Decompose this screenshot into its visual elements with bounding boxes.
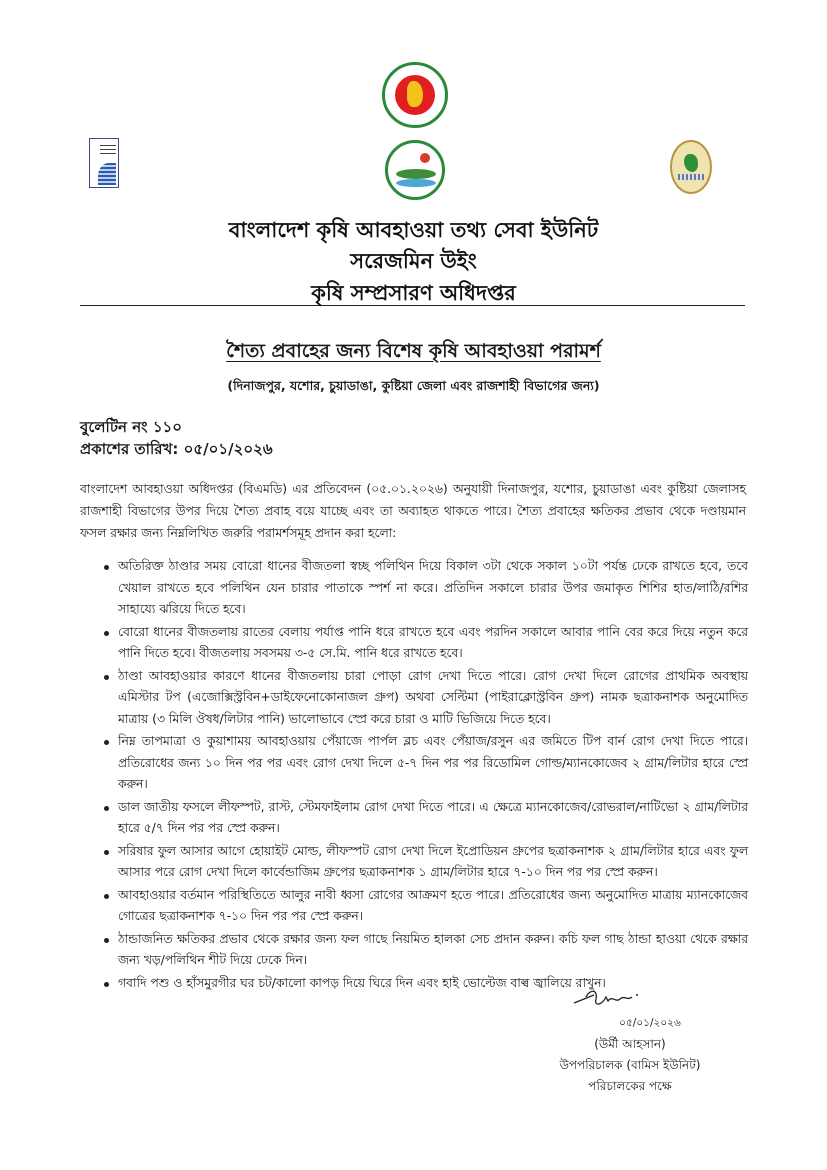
list-item: [98, 797, 748, 840]
bullet-icon: [104, 740, 109, 745]
bullet-icon: [104, 806, 109, 811]
bullet-icon: [104, 850, 109, 855]
advisory-text: ডাল জাতীয় ফসলে লীফস্পট, রাস্ট, স্টেমফাইলাম রোগ দেখা দিতে পারে। এ ক্ষেত্রে ম্যানকোজেব/রোভরাল/নাটিভো ২ গ্রাম/লিটার হারে ৫/৭ দিন পর পর স্প্রে করুন।: [118, 799, 748, 835]
advisory-text: গবাদি পশু ও হাঁসমুরগীর ঘর চট/কালো কাপড় দিয়ে ঘিরে দিন এবং হাই ভোল্টেজ বাল্ব জ্বালিয়ে রাখুন।: [118, 975, 606, 990]
meteorology-department-logo-icon: [89, 138, 119, 188]
advisory-text: ঠাণ্ডা আবহাওয়ার কারণে ধানের বীজতলায় চারা পোড়া রোগ দেখা দিতে পারে। রোগ দেখা দিলে রোগের প্রাথমিক অবস্থায় এমিস্টার টপ (এজোক্সিস্ট্রবিন+ডাইফেনোকোনাজল গ্রুপ) অথবা সেল্টিমা (পাইরাক্লোস্ট্রবিন গ্রুপ) নামক ছত্রাকনাশক অনুমোদিত মাত্রায় (৩ মিলি ঔষধ/লিটার পানি) ভালোভাবে স্প্রে করে চারা ও মাটি ভিজিয়ে দিতে হবে।: [118, 668, 748, 726]
list-item: [98, 666, 748, 731]
wing-name: সরেজমিন উইং: [350, 249, 477, 273]
bulletin-info: [80, 416, 273, 460]
list-item: [98, 841, 748, 884]
document-title-text: শৈত্য প্রবাহের জন্য বিশেষ কৃষি আবহাওয়া পরামর্শ: [226, 340, 601, 362]
advisory-list: [98, 556, 748, 995]
bangladesh-government-seal-icon: [382, 62, 448, 128]
advisory-text: আবহাওয়ার বর্তমান পরিস্থিতিতে আলুর নাবী ধ্বসা রোগের আক্রমণ হতে পারে। প্রতিরোধের জন্য অনুমোদিত মাত্রায় ম্যানকোজেব গোত্রের ছত্রাকনাশক ৭-১০ দিন পর পর স্প্রে করুন।: [118, 887, 748, 923]
signature-date: ০৫/০১/২০২৬: [619, 1017, 681, 1029]
bullet-icon: [104, 565, 109, 570]
document-subtitle: (দিনাজপুর, যশোর, চুয়াডাঙা, কুষ্টিয়া জেলা এবং রাজশাহী বিভাগের জন্য): [227, 378, 600, 393]
list-item: [98, 731, 748, 796]
department-name: কৃষি সম্প্রসারণ অধিদপ্তর: [311, 281, 516, 305]
document-title: [0, 337, 827, 369]
bullet-icon: [104, 982, 109, 987]
advisory-text: সরিষার ফুল আসার আগে হোয়াইট মোল্ড, লীফস্পট রোগ দেখা দিলে ইপ্রোডিয়ন গ্রুপের ছত্রাকনাশক ২ গ্রাম/লিটার হারে এবং ফুল আসার পরে রোগ দেখা দিলে কার্বেন্ডাজিম গ্রুপের ছত্রাকনাশক ১ গ্রাম/লিটার হারে ৭-১০ দিন পর পর স্প্রে করুন।: [118, 843, 748, 879]
advisory-text: অতিরিক্ত ঠাণ্ডার সময় বোরো ধানের বীজতলা স্বচ্ছ পলিথিন দিয়ে বিকাল ৩টা থেকে সকাল ১০টা পর্যন্ত ঢেকে রাখতে হবে, তবে খেয়াল রাখতে হবে পলিথিন যেন চারার পাতাকে স্পর্শ না করে। প্রতিদিন সকালে চারার উপর জমাকৃত শিশির হাত/লাঠি/রশির সাহায্যে ঝরিয়ে দিতে হবে।: [118, 559, 748, 616]
bullet-icon: [104, 675, 109, 680]
signatory-on-behalf: পরিচালকের পক্ষে: [588, 1079, 672, 1093]
list-item: [98, 885, 748, 928]
list-item: [98, 622, 748, 665]
bullet-icon: [104, 938, 109, 943]
organization-name: বাংলাদেশ কৃষি আবহাওয়া তথ্য সেবা ইউনিট: [228, 218, 599, 242]
header-divider: [80, 305, 745, 306]
bullet-icon: [104, 894, 109, 899]
signatory-name: (উর্মী আহসান): [594, 1037, 666, 1051]
intro-paragraph: বাংলাদেশ আবহাওয়া অধিদপ্তর (বিএমডি) এর প্রতিবেদন (০৫.০১.২০২৬) অনুযায়ী দিনাজপুর, যশোর, চুয়াডাঙা এবং কুষ্টিয়া জেলাসহ রাজশাহী বিভাগের উপর দিয়ে শৈত্য প্রবাহ বয়ে যাচ্ছে এবং তা অব্যাহত থাকতে পারে। শৈত্য প্রবাহের ক্ষতিকর প্রভাব থেকে দণ্ডায়মান ফসল রক্ষার জন্য নিম্নলিখিত জরুরি পরামর্শসমূহ প্রদান করা হলো:: [80, 482, 746, 540]
signature-block: [520, 985, 740, 1097]
advisory-text: ঠান্ডাজনিত ক্ষতিকর প্রভাব থেকে রক্ষার জন্য ফল গাছে নিয়মিত হালকা সেচ প্রদান করুন। কচি ফল গাছ ঠান্ডা হাওয়া থেকে রক্ষার জন্য খড়/পলিথিন শীট দিয়ে ঢেকে দিন।: [118, 931, 748, 967]
bulletin-number: বুলেটিন নং ১১০: [80, 418, 183, 436]
bullet-icon: [104, 631, 109, 636]
signatory-designation: উপপরিচালক (বামিস ইউনিট): [559, 1058, 701, 1072]
advisory-text: নিম্ন তাপমাত্রা ও কুয়াশাময় আবহাওয়ায় পেঁয়াজে পার্পল ব্লচ এবং পেঁয়াজ/রসুন এর জমিতে টিপ বার্ন রোগ দেখা দিতে পারে। প্রতিরোধের জন্য ১০ দিন পর পর এবং রোগ দেখা দিলে ৫-৭ দিন পর পর রিডোমিল গোল্ড/ম্যানকোজেব ২ গ্রাম/লিটার হারে স্প্রে করুন।: [118, 734, 748, 791]
advisory-text: বোরো ধানের বীজতলায় রাতের বেলায় পর্যাপ্ত পানি ধরে রাখতে হবে এবং পরদিন সকালে আবার পানি বের করে দিয়ে নতুন করে পানি দিতে হবে। বীজতলায় সবসময় ৩-৫ সে.মি. পানি ধরে রাখতে হবে।: [118, 624, 748, 660]
list-item: [98, 556, 748, 621]
publish-date: প্রকাশের তারিখ: ০৫/০১/২০২৬: [80, 440, 273, 458]
water-board-logo-icon: [670, 140, 712, 194]
list-item: [98, 929, 748, 972]
agriculture-extension-seal-icon: [385, 140, 445, 200]
signature-icon: [572, 985, 642, 1013]
